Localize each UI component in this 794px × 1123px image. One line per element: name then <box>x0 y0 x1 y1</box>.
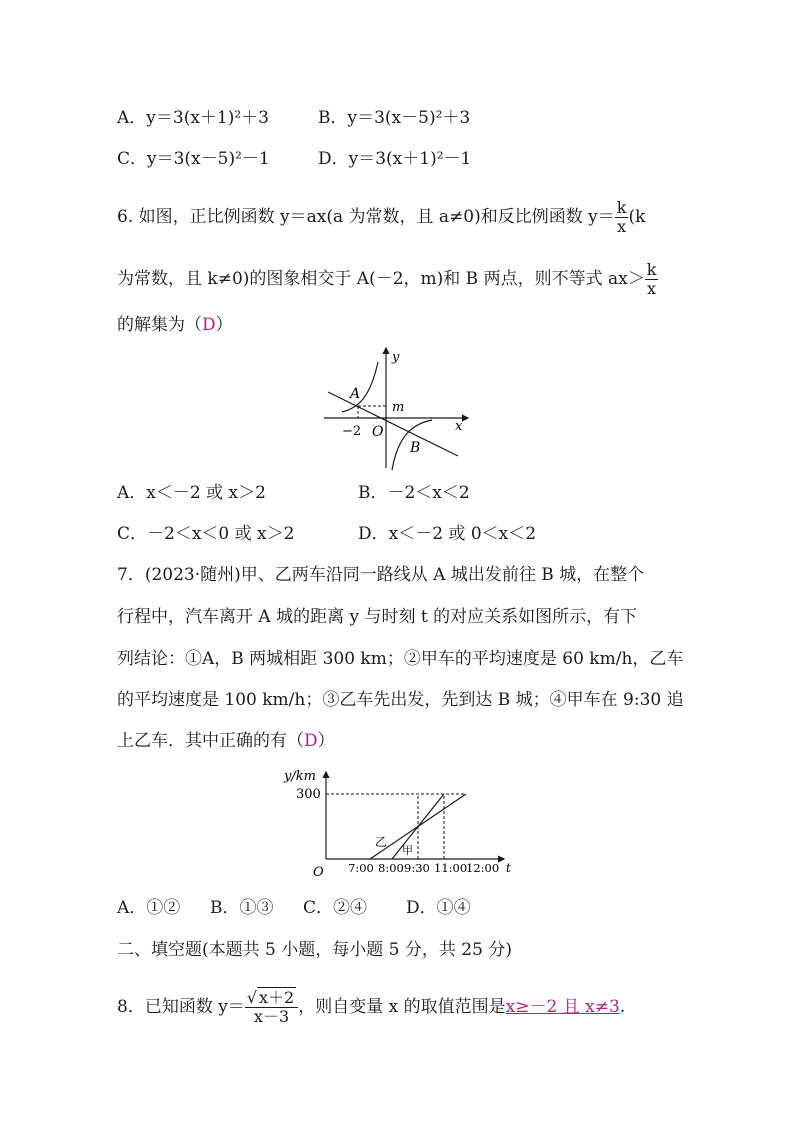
q7-label-jia: 甲 <box>402 844 413 857</box>
q6-option-c: C．－2＜x＜0 或 x＞2 <box>117 524 295 544</box>
q5-option-d: D．y＝3(x＋1)²－1 <box>318 149 472 169</box>
q8-text-post: . <box>619 997 626 1017</box>
q6-option-d: D．x＜－2 或 0＜x＜2 <box>358 524 537 544</box>
q7-tick-930: 9:30 <box>404 861 430 875</box>
q7-line5 <box>117 729 335 753</box>
q6-fraction-k-over-x <box>615 199 629 236</box>
q7-line3: 列结论：①A，B 两城相距 300 km；②甲车的平均速度是 60 km/h，乙车 <box>117 649 684 669</box>
q8-sqrt-content: x＋2 <box>259 988 295 1007</box>
q7-line5-text: 上乙车．其中正确的有（ <box>117 731 304 751</box>
q6-line2 <box>117 261 658 298</box>
q7-graph <box>282 766 514 882</box>
q7-option-a: A．①② <box>117 898 181 918</box>
q7-option-c: C．②④ <box>303 898 368 918</box>
section-heading-fill-in: 二、填空题(本题共 5 小题，每小题 5 分，共 25 分) <box>117 940 512 960</box>
q6-line1 <box>117 199 645 236</box>
q6-frac-den: x <box>617 217 627 236</box>
q7-tick-1100: 11:00 <box>434 861 468 875</box>
q6-line1-text: 6. 如图，正比例函数 y＝ax(a 为常数，且 a≠0)和反比例函数 y＝ <box>117 207 615 227</box>
q6-option-b: B．－2＜x＜2 <box>358 483 470 503</box>
q6-line3-post: ） <box>215 315 233 335</box>
q6-line3 <box>117 313 233 337</box>
q6-origin-label: O <box>372 424 384 440</box>
q5-option-c: C．y＝3(x－5)²－1 <box>117 149 270 169</box>
q8-answer: x≥－2 且 x≠3 <box>505 997 620 1017</box>
q6-frac-num: k <box>616 198 627 217</box>
q6-line1-post: (k <box>628 207 646 227</box>
q6-y-label: y <box>392 350 400 365</box>
q8-frac-num: √ x＋2 <box>245 989 298 1008</box>
q7-label-yi: 乙 <box>375 835 388 849</box>
q6-line2-text: 为常数，且 k≠0)的图象相交于 A(－2，m)和 B 两点，则不等式 ax＞ <box>117 269 645 289</box>
q8-text-pre: 8．已知函数 y＝ <box>117 997 245 1017</box>
q7-option-b: B．①③ <box>210 898 274 918</box>
q6-point-b-label: B <box>410 440 421 456</box>
q5-option-b: B．y＝3(x－5)²＋3 <box>318 108 471 128</box>
q7-line5-post: ） <box>317 731 335 751</box>
q6-graph <box>320 342 480 472</box>
q6-m-label: m <box>392 400 405 415</box>
q7-line4: 的平均速度是 100 km/h；③乙车先出发，先到达 B 城；④甲车在 9:30 追 <box>117 690 684 710</box>
q7-value-300: 300 <box>296 787 321 802</box>
q6-frac2-num: k <box>646 260 657 279</box>
q7-line1: 7．(2023·随州)甲、乙两车沿同一路线从 A 城出发前往 B 城，在整个 <box>117 565 645 585</box>
q5-option-a: A．y＝3(x＋1)²＋3 <box>117 108 269 128</box>
q6-point-a-label: A <box>350 386 361 402</box>
q8-text-mid: ，则自变量 x 的取值范围是 <box>298 997 506 1017</box>
q8-frac-den: x－3 <box>253 1007 290 1026</box>
q7-t-label: t <box>506 861 511 875</box>
q6-option-a: A．x＜－2 或 x＞2 <box>117 483 266 503</box>
q6-x-label: x <box>455 419 463 434</box>
q6-fraction2-k-over-x <box>645 261 659 298</box>
q7-answer: D <box>304 731 318 751</box>
q7-y-label: y/km <box>284 769 316 784</box>
q7-line2: 行程中，汽车离开 A 城的距离 y 与时刻 t 的对应关系如图所示，有下 <box>117 607 638 627</box>
q7-tick-1200: 12:00 <box>466 861 500 875</box>
q8-fraction <box>245 989 298 1026</box>
q7-tick-800: 8:00 <box>378 861 404 875</box>
q6-answer: D <box>202 315 216 335</box>
q6-line3-text: 的解集为（ <box>117 315 202 335</box>
q8-line <box>117 989 625 1026</box>
q7-option-d: D．①④ <box>406 898 471 918</box>
q6-frac2-den: x <box>647 279 657 298</box>
q7-tick-700: 7:00 <box>348 861 374 875</box>
q6-neg2-label: −2 <box>342 424 362 439</box>
q7-origin-label: O <box>313 865 324 880</box>
